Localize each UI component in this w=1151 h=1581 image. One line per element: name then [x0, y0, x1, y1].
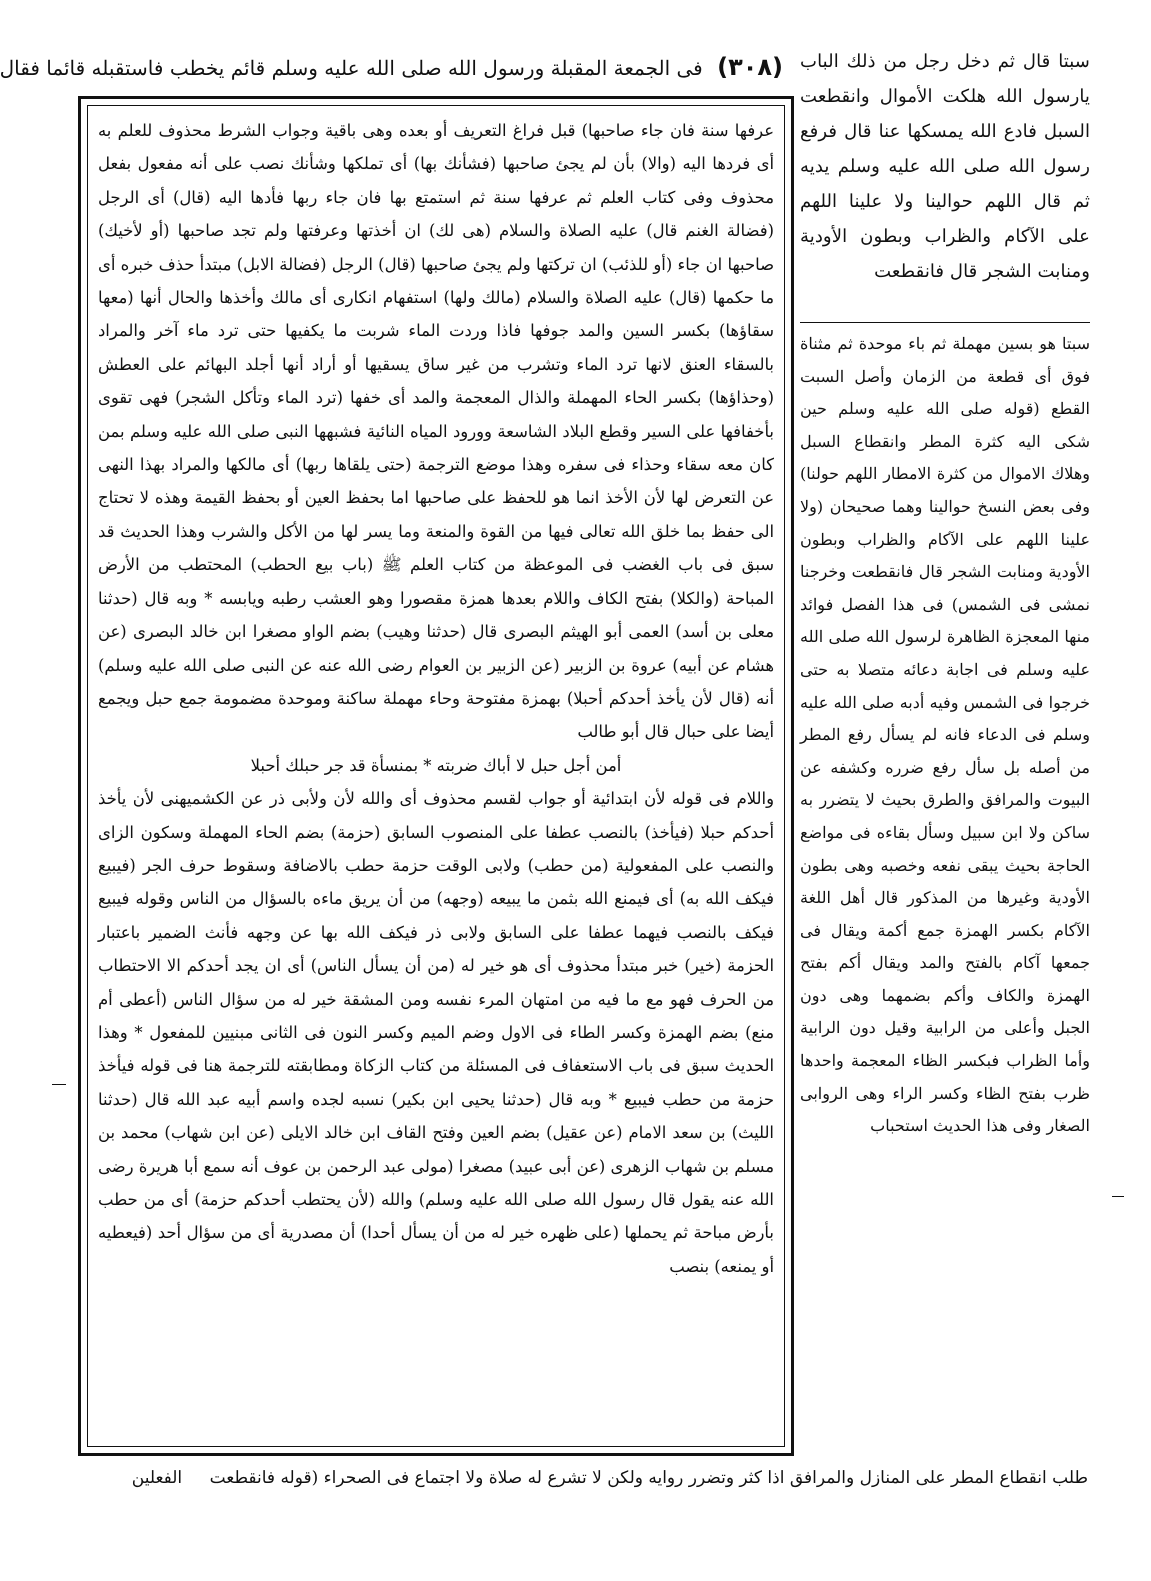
margin-commentary — [800, 328, 1090, 1456]
header-hadith-line: فى الجمعة المقبلة ورسول الله صلى الله عليه وسلم قائم يخطب فاستقبله قائما فقال — [0, 56, 703, 80]
commentary-body — [87, 105, 785, 1447]
page-number: (٣٠٨) — [717, 53, 783, 81]
page-footer — [78, 1458, 1088, 1498]
margin-divider — [800, 322, 1090, 323]
poetry-verse: أمن أجل حبل لا أباك ضربته * بمنسأة قد جر حبلك أحبلا — [250, 755, 622, 775]
catchword: الفعلين — [131, 1468, 183, 1488]
edge-mark — [52, 1084, 66, 1085]
commentary-frame — [78, 96, 794, 1456]
page-header — [0, 44, 783, 90]
commentary-paragraph: عرفها سنة فان جاء صاحبها) قبل فراغ التعريف أو بعده وهى باقية وجواب الشرط محذوف للعلم به أى فردها اليه (والا) بأن لم يجئ صاحبها (فشأنك بها) أى تملكها وشأنك نصب على أنه مفعول بفعل محذوف وفى كتاب العلم ثم عرفها سنة ثم استمتع بها فان جاء ربها فأدها اليه (قال) أى الرجل (فضالة الغنم قال) عليه الصلاة والسلام (هى لك) ان أخذتها وعرفتها ولم تجد صاحبها (أو لأخيك) صاحبها ان جاء (أو للذئب) ان تركتها ولم يجئ صاحبها (قال) الرجل (فضالة الابل) مبتدأ حذف خبره أى ما حكمها (قال) عليه الصلاة والسلام (مالك ولها) استفهام انكارى أى مالك وأخذها والحال أنها (معها سقاؤها) بكسر السين والمد جوفها فاذا وردت الماء شربت ما يكفيها حتى ترد ماء آخر والمراد بالسقاء العنق لانها ترد الماء وتشرب من غير ساق يسقيها أو أراد أنها أجلد البهائم على العطش (وحذاؤها) بكسر الحاء المهملة والذال المعجمة والمد أى خفها (ترد الماء وتأكل الشجر) فهى تقوى بأخفافها على السير وقطع البلاد الشاسعة وورود المياه النائية فشبهها النبى صلى الله عليه وسلم بمن كان معه سقاء وحذاء فى سفره وهذا موضع الترجمة (حتى يلقاها ربها) أى مالكها والمراد بهذا النهى عن التعرض لها لأن الأخذ انما هو للحفظ على صاحبها اما بحفظ العين أو بحفظ القيمة وهذه لا تحتاج الى حفظ بما خلق الله تعالى فيها من القوة والمنعة وما يسر لها من الأكل والشرب وهذا الحديث قد سبق فى باب الغضب فى الموعظة من كتاب العلم ﷺ (باب بيع الحطب) المحتطب من الأرض المباحة (والكلا) بفتح الكاف واللام بعدها همزة مقصورا وهو العشب رطبه ويابسه * وبه قال (حدثنا معلى بن أسد) العمى أبو الهيثم البصرى قال (حدثنا وهيب) بضم الواو مصغرا ابن خالد البصرى (عن هشام عن أبيه) عروة بن الزبير (عن الزبير بن العوام رضى الله عنه عن النبى صلى الله عليه وسلم) أنه (قال لأن يأخذ أحدكم أحبلا) بهمزة مفتوحة وحاء مهملة ساكنة وموحدة مضمومة جمع حبل ويجمع أيضا على حبال قال أبو طالب — [98, 121, 774, 742]
margin-hadith-text: سبتا قال ثم دخل رجل من ذلك الباب يارسول الله هلكت الأموال وانقطعت السبل فادع الله يمسكها عنا قال فرفع رسول الله صلى الله عليه وسلم يديه ثم قال اللهم حوالينا ولا علينا اللهم على الآكام والظراب وبطون الأودية ومنابت الشجر قال فانقطعت — [800, 51, 1090, 282]
edge-mark — [1112, 1196, 1124, 1197]
footer-line: طلب انقطاع المطر على المنازل والمرافق اذا كثر وتضرر روايه ولكن لا تشرع له صلاة ولا اجتماع فى الصحراء (قوله فانقطعت — [209, 1468, 1088, 1488]
margin-commentary-paragraph: سبتا هو بسين مهملة ثم باء موحدة ثم مثناة فوق أى قطعة من الزمان وأصل السبت القطع (قوله صلى الله عليه وسلم حين شكى اليه كثرة المطر وانقطاع السبل وهلاك الاموال من كثرة الامطار اللهم حولنا) وفى بعض النسخ حوالينا وهما صحيحان (ولا علينا اللهم على الآكام والظراب وبطون الأودية ومنابت الشجر قال فانقطعت وخرجنا نمشى فى الشمس) فى هذا الفصل فوائد منها المعجزة الظاهرة لرسول الله صلى الله عليه وسلم فى اجابة دعائه متصلا به حتى خرجوا فى الشمس وفيه أدبه صلى الله عليه وسلم فى الدعاء فانه لم يسأل رفع المطر من أصله بل سأل رفع ضرره وكشفه عن البيوت والمرافق والطرق بحيث لا يتضرر به ساكن ولا ابن سبيل وسأل بقاءه فى مواضع الحاجة بحيث يبقى نفعه وخصبه وهى بطون الأودية وغيرها من المذكور قال أهل اللغة الآكام بكسر الهمزة جمع أكمة ويقال فى جمعها آكام بالفتح والمد ويقال أكم بفتح الهمزة والكاف وأكم بضمهما وهى دون الجبل وأعلى من الرابية وقيل دون الرابية وأما الظراب فبكسر الظاء المعجمة واحدها ظرب بفتح الظاء وكسر الراء وهى الروابى الصغار وفى هذا الحديث استحباب — [800, 334, 1090, 1136]
commentary-paragraph: واللام فى قوله لأن ابتدائية أو جواب لقسم محذوف أى والله لأن ولأبى ذر عن الكشميهنى لأن يأخذ أحدكم حبلا (فيأخذ) بالنصب عطفا على المنصوب السابق (حزمة) بضم الحاء المهملة وسكون الزاى والنصب على المفعولية (من حطب) ولابى الوقت حزمة حطب بالاضافة وسقوط حرف الجر (فيبيع فيكف الله به) أى فيمنع الله بثمن ما يبيعه (وجهه) من أن يريق ماءه بالسؤال من الناس وقوله فيبيع فيكف بالنصب فيهما عطفا على السابق ولابى ذر فيكف الله بها عن وجهه فأنث الضمير باعتبار الحزمة (خير) خبر مبتدأ محذوف أى هو خير له (من أن يسأل الناس) أى ان يجد أحدكم الا الاحتطاب من الحرف فهو مع ما فيه من امتهان المرء نفسه ومن المشقة خير له من سؤال الناس (أعطى أم منع) بضم الهمزة وكسر الطاء فى الاول وضم الميم وكسر النون فى الثانى مبنيين للمفعول * وهذا الحديث سبق فى باب الاستعفاف فى المسئلة من كتاب الزكاة ومطابقته للترجمة هنا فى قوله فيأخذ حزمة من حطب فيبيع * وبه قال (حدثنا يحيى ابن بكير) نسبه لجده واسم أبيه عبد الله قال (حدثنا الليث) بن سعد الامام (عن عقيل) بضم العين وفتح القاف ابن خالد الايلى (عن ابن شهاب) محمد بن مسلم بن شهاب الزهرى (عن أبى عبيد) مصغرا (مولى عبد الرحمن بن عوف أنه سمع أبا هريرة رضى الله عنه يقول قال رسول الله صلى الله عليه وسلم) والله (لأن يحتطب أحدكم حزمة) أى من حطب بأرض مباحة ثم يحملها (على ظهره خير له من أن يسأل أحدا) أن مصدرية أى من سؤال أحد (فيعطيه أو يمنعه) بنصب — [98, 789, 774, 1276]
